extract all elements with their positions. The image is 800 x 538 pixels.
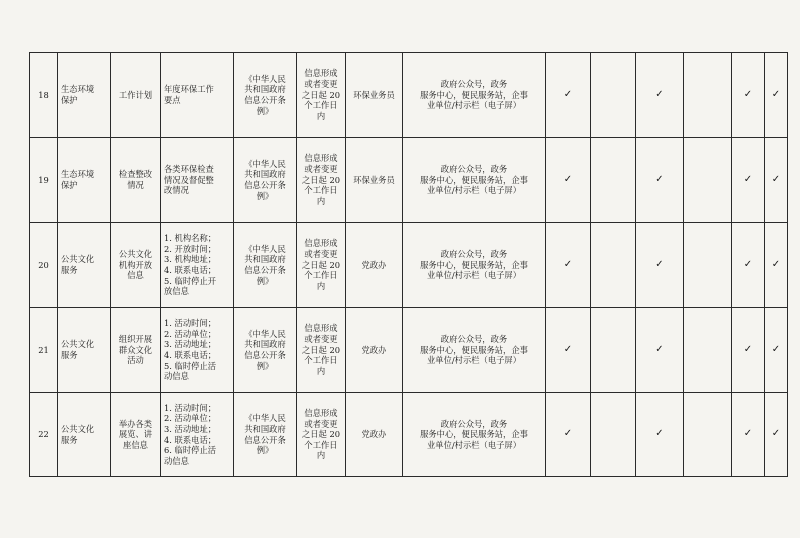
content-cell: 各类环保检查 情况及督促整 改情况 bbox=[161, 138, 234, 223]
table-row bbox=[30, 223, 788, 308]
check-mark: ✓ bbox=[765, 393, 788, 477]
check-empty bbox=[684, 308, 732, 393]
check-mark: ✓ bbox=[732, 53, 765, 138]
deadline-cell: 信息形成 或者变更 之日起 20 个工作日 内 bbox=[297, 53, 346, 138]
deadline-cell: 信息形成 或者变更 之日起 20 个工作日 内 bbox=[297, 393, 346, 477]
check-mark: ✓ bbox=[765, 308, 788, 393]
check-mark: ✓ bbox=[636, 223, 684, 308]
basis-cell: 《中华人民 共和国政府 信息公开条 例》 bbox=[234, 53, 297, 138]
check-empty bbox=[591, 138, 636, 223]
domain-cell: 公共文化 服务 bbox=[58, 308, 111, 393]
item-cell: 举办各类 展览、讲 座信息 bbox=[111, 393, 161, 477]
row-number: 21 bbox=[30, 308, 58, 393]
table-row bbox=[30, 138, 788, 223]
subject-cell: 环保业务员 bbox=[346, 53, 403, 138]
check-mark: ✓ bbox=[732, 308, 765, 393]
basis-cell: 《中华人民 共和国政府 信息公开条 例》 bbox=[234, 138, 297, 223]
channel-cell: 政府公众号，政务 服务中心，便民服务站，企事 业单位/村示栏（电子屏） bbox=[403, 308, 546, 393]
check-empty bbox=[684, 393, 732, 477]
content-cell: 1. 活动时间； 2. 活动单位； 3. 活动地址； 4. 联系电话； 5. 临时停止活 动信息 bbox=[161, 308, 234, 393]
check-mark: ✓ bbox=[732, 223, 765, 308]
table-row bbox=[30, 53, 788, 138]
check-empty bbox=[684, 53, 732, 138]
content-cell: 年度环保工作 要点 bbox=[161, 53, 234, 138]
basis-cell: 《中华人民 共和国政府 信息公开条 例》 bbox=[234, 393, 297, 477]
check-empty bbox=[591, 308, 636, 393]
domain-cell: 公共文化 服务 bbox=[58, 223, 111, 308]
channel-cell: 政府公众号，政务 服务中心，便民服务站，企事 业单位/村示栏（电子屏） bbox=[403, 393, 546, 477]
row-number: 20 bbox=[30, 223, 58, 308]
check-mark: ✓ bbox=[546, 308, 591, 393]
domain-cell: 生态环境 保护 bbox=[58, 138, 111, 223]
check-mark: ✓ bbox=[546, 223, 591, 308]
check-mark: ✓ bbox=[636, 138, 684, 223]
content-cell: 1. 机构名称； 2. 开放时间； 3. 机构地址； 4. 联系电话； 5. 临时停止开 放信息 bbox=[161, 223, 234, 308]
table-row bbox=[30, 308, 788, 393]
check-empty bbox=[591, 223, 636, 308]
check-empty bbox=[684, 223, 732, 308]
row-number: 19 bbox=[30, 138, 58, 223]
check-mark: ✓ bbox=[636, 53, 684, 138]
item-cell: 组织开展 群众文化 活动 bbox=[111, 308, 161, 393]
subject-cell: 党政办 bbox=[346, 308, 403, 393]
check-mark: ✓ bbox=[765, 138, 788, 223]
check-empty bbox=[591, 393, 636, 477]
check-mark: ✓ bbox=[765, 53, 788, 138]
row-number: 18 bbox=[30, 53, 58, 138]
basis-cell: 《中华人民 共和国政府 信息公开条 例》 bbox=[234, 308, 297, 393]
item-cell: 检查整改 情况 bbox=[111, 138, 161, 223]
check-mark: ✓ bbox=[546, 393, 591, 477]
item-cell: 公共文化 机构开放 信息 bbox=[111, 223, 161, 308]
check-mark: ✓ bbox=[546, 138, 591, 223]
check-mark: ✓ bbox=[636, 393, 684, 477]
deadline-cell: 信息形成 或者变更 之日起 20 个工作日 内 bbox=[297, 138, 346, 223]
item-cell: 工作计划 bbox=[111, 53, 161, 138]
row-number: 22 bbox=[30, 393, 58, 477]
check-empty bbox=[684, 138, 732, 223]
deadline-cell: 信息形成 或者变更 之日起 20 个工作日 内 bbox=[297, 308, 346, 393]
check-empty bbox=[591, 53, 636, 138]
subject-cell: 党政办 bbox=[346, 393, 403, 477]
check-mark: ✓ bbox=[732, 138, 765, 223]
check-mark: ✓ bbox=[546, 53, 591, 138]
subject-cell: 环保业务员 bbox=[346, 138, 403, 223]
check-mark: ✓ bbox=[636, 308, 684, 393]
check-mark: ✓ bbox=[732, 393, 765, 477]
channel-cell: 政府公众号，政务 服务中心，便民服务站，企事 业单位/村示栏（电子屏） bbox=[403, 223, 546, 308]
content-cell: 1. 活动时间； 2. 活动单位； 3. 活动地址； 4. 联系电话； 6. 临时停止活 动信息 bbox=[161, 393, 234, 477]
channel-cell: 政府公众号，政务 服务中心，便民服务站，企事 业单位/村示栏（电子屏） bbox=[403, 53, 546, 138]
basis-cell: 《中华人民 共和国政府 信息公开条 例》 bbox=[234, 223, 297, 308]
subject-cell: 党政办 bbox=[346, 223, 403, 308]
disclosure-table bbox=[29, 52, 788, 477]
domain-cell: 生态环境 保护 bbox=[58, 53, 111, 138]
table-body bbox=[30, 53, 788, 477]
domain-cell: 公共文化 服务 bbox=[58, 393, 111, 477]
channel-cell: 政府公众号，政务 服务中心，便民服务站，企事 业单位/村示栏（电子屏） bbox=[403, 138, 546, 223]
check-mark: ✓ bbox=[765, 223, 788, 308]
table-row bbox=[30, 393, 788, 477]
deadline-cell: 信息形成 或者变更 之日起 20 个工作日 内 bbox=[297, 223, 346, 308]
